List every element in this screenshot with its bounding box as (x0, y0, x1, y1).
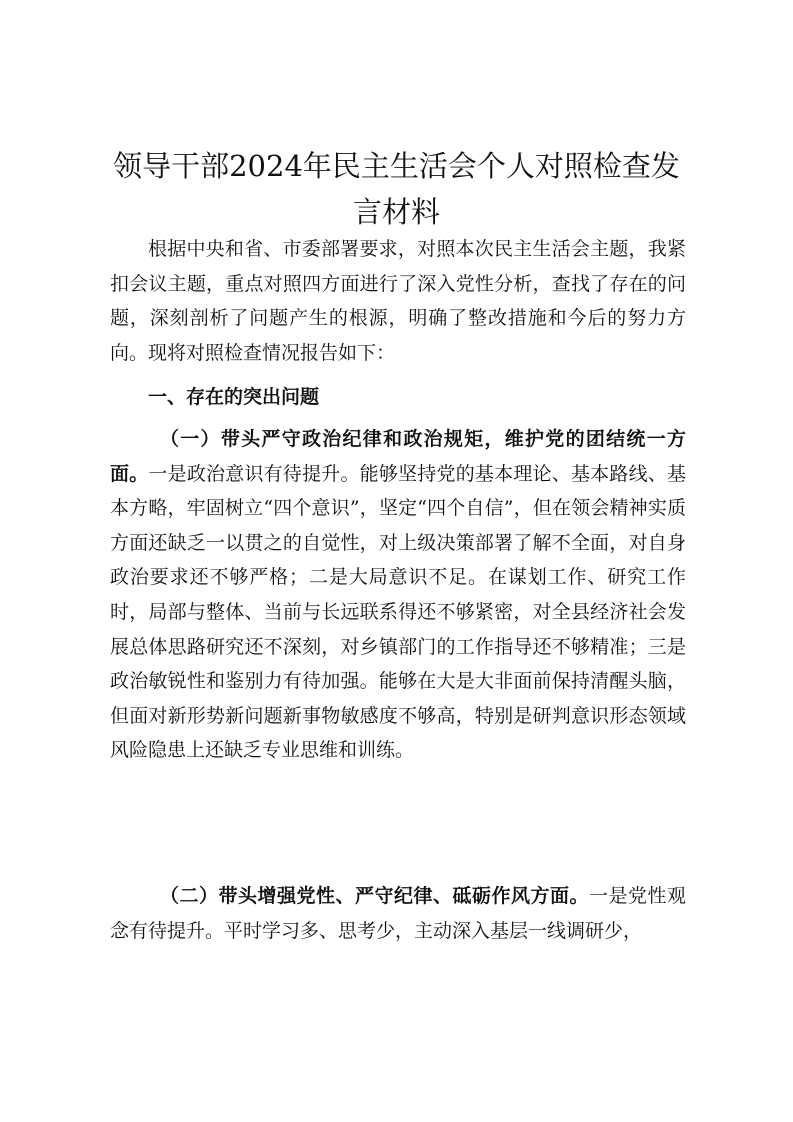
section-heading-problems: 一、存在的突出问题 (148, 386, 320, 408)
paragraph-political-discipline (110, 422, 686, 768)
paragraph-lead: （一）带头严守政治纪律和政治规矩，维护党的团结统一方面。 (110, 428, 686, 485)
paragraph-body: 一是党性观念有待提升。平时学习多、思考少，主动深入基层一线调研少， (110, 885, 686, 942)
paragraph-lead: （二）带头增强党性、严守纪律、砥砺作风方面。 (160, 885, 589, 907)
intro-paragraph: 根据中央和省、市委部署要求，对照本次民主生活会主题，我紧扣会议主题，重点对照四方面进行了深入党性分析，查找了存在的问题，深刻剖析了问题产生的根源，明确了整改措施和今后的努力方向。现将对照检查情况报告如下： (110, 238, 686, 364)
paragraph-party-spirit (110, 879, 686, 948)
document-title: 领导干部2024年民主生活会个人对照检查发言材料 (113, 149, 680, 229)
paragraph-body: 一是政治意识有待提升。能够坚持党的基本理论、基本路线、基本方略，牢固树立“四个意识”，坚定“四个自信”，但在领会精神实质方面还缺乏一以贯之的自觉性，对上级决策部署了解不全面，对自身政治要求还不够严格；二是大局意识不足。在谋划工作、研究工作时，局部与整体、当前与长远联系得还不够紧密，对全县经济社会发展总体思路研究还不深刻，对乡镇部门的工作指导还不够精准；三是政治敏锐性和鉴别力有待加强。能够在大是大非面前保持清醒头脑，但面对新形势新问题新事物敏感度不够高，特别是研判意识形态领域风险隐患上还缺乏专业思维和训练。 (110, 462, 686, 762)
